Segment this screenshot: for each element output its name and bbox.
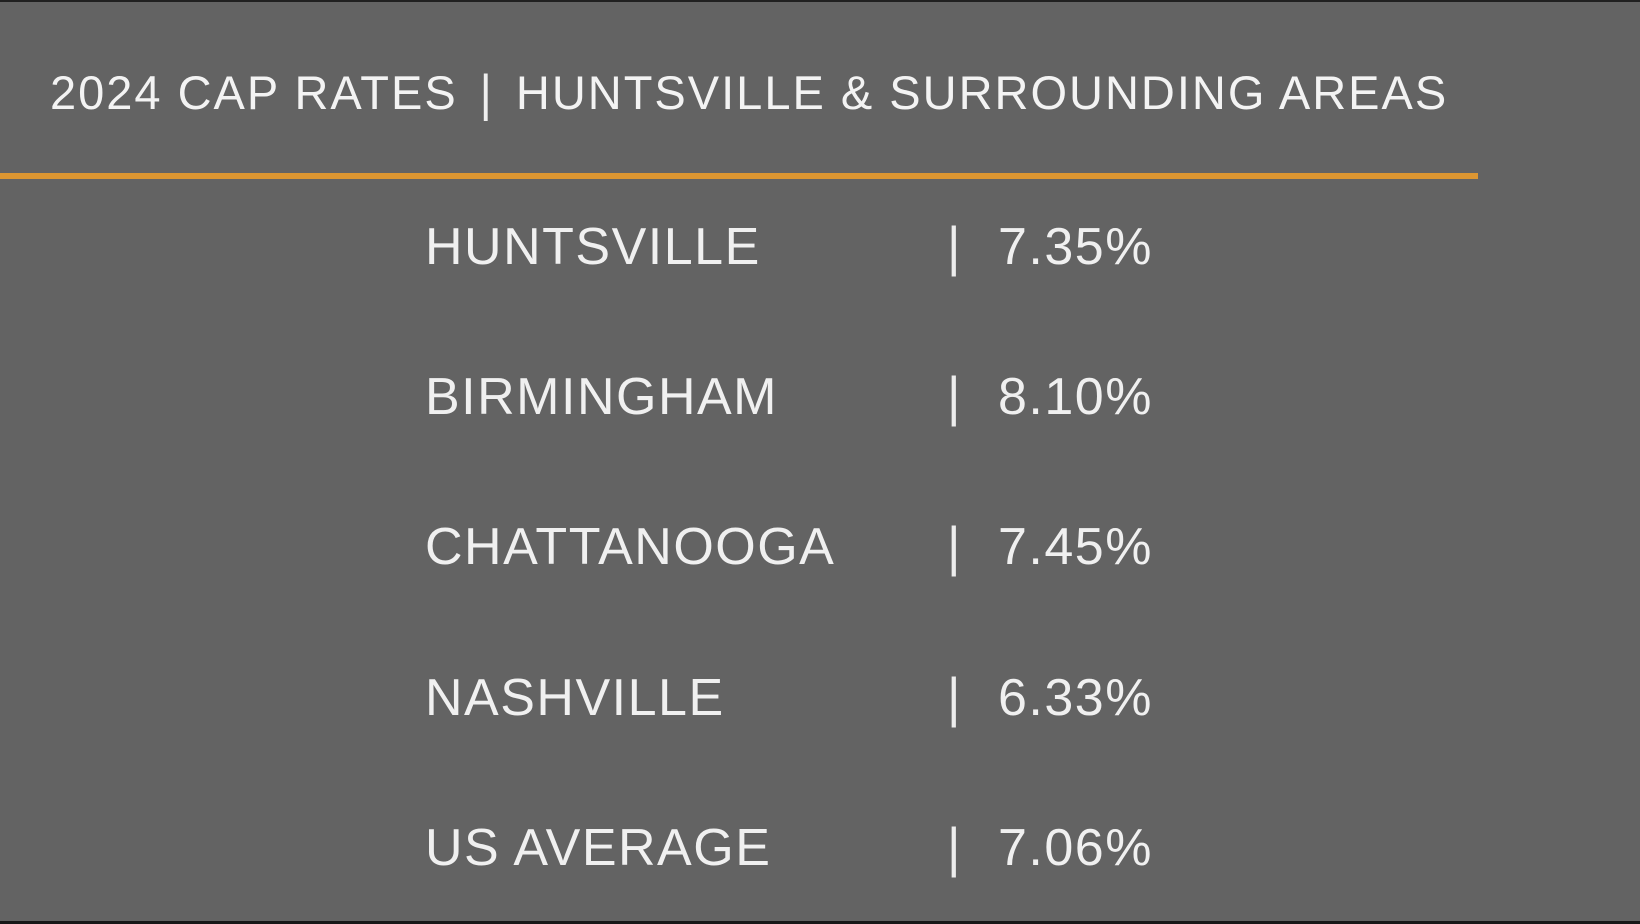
row-separator: | bbox=[947, 516, 963, 578]
cap-rate-row-huntsville bbox=[425, 217, 1153, 277]
cap-rate-row-nashville bbox=[425, 668, 1153, 728]
city-label: BIRMINGHAM bbox=[425, 368, 778, 426]
city-label: US AVERAGE bbox=[425, 819, 772, 877]
cap-rate-row-birmingham bbox=[425, 367, 1153, 427]
row-separator: | bbox=[947, 366, 963, 428]
rate-value: 8.10% bbox=[998, 368, 1153, 426]
rate-value: 7.45% bbox=[998, 518, 1153, 576]
title-left-text: 2024 CAP RATES bbox=[50, 65, 458, 119]
title-right-text: HUNTSVILLE & SURROUNDING AREAS bbox=[515, 65, 1449, 119]
city-label: CHATTANOOGA bbox=[425, 518, 836, 576]
row-separator: | bbox=[947, 817, 963, 879]
city-label: HUNTSVILLE bbox=[425, 218, 761, 276]
rate-value: 7.06% bbox=[998, 819, 1153, 877]
rate-value: 6.33% bbox=[998, 669, 1153, 727]
rate-value: 7.35% bbox=[998, 218, 1153, 276]
city-label: NASHVILLE bbox=[425, 669, 725, 727]
cap-rate-row-chattanooga bbox=[425, 517, 1153, 577]
title-separator: | bbox=[479, 63, 494, 121]
cap-rate-row-us-average bbox=[425, 818, 1153, 878]
row-separator: | bbox=[947, 667, 963, 729]
row-separator: | bbox=[947, 216, 963, 278]
